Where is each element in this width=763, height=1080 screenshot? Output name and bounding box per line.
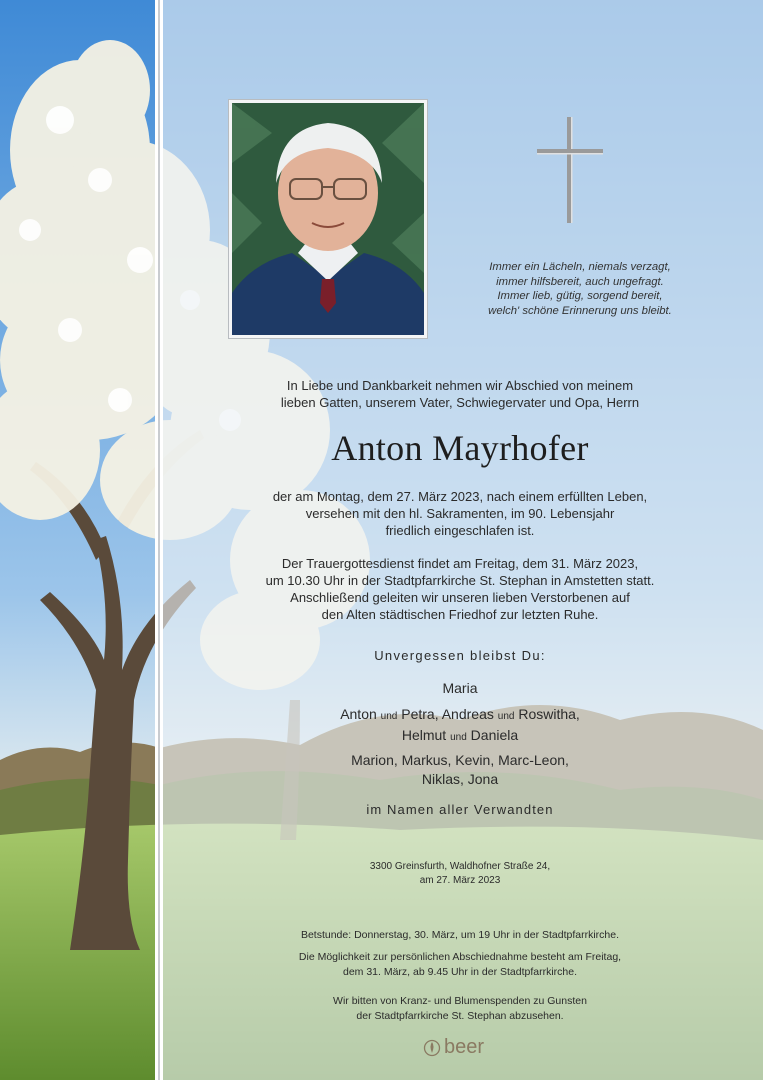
family-spouse: Maria <box>442 680 478 696</box>
logo-text: beer <box>444 1036 485 1058</box>
und-conjunction: und <box>380 711 398 722</box>
address-line: 3300 Greinsfurth, Waldhofner Straße 24, <box>369 861 551 872</box>
deceased-name: Anton Mayrhofer <box>331 428 589 468</box>
children-line-1 <box>225 705 695 726</box>
farewell-line: Die Möglichkeit zur persönlichen Abschiednahme besteht am Freitag, <box>298 951 622 963</box>
grandchildren-line: Niklas, Jona <box>421 771 499 787</box>
child-name: Daniela <box>470 727 519 743</box>
service-info <box>225 555 695 623</box>
donation-line: der Stadtpfarrkirche St. Stephan abzusehen. <box>356 1009 564 1022</box>
children-line-2 <box>225 726 695 747</box>
und-conjunction: und <box>497 711 515 722</box>
poem-line: immer hilfsbereit, auch ungefragt. <box>496 275 664 288</box>
poem-line: Immer lieb, gütig, sorgend bereit, <box>497 290 663 302</box>
child-name: Petra, Andreas <box>401 706 494 722</box>
und-conjunction: und <box>450 732 467 743</box>
farewell-info <box>225 950 695 979</box>
child-name: Anton <box>340 706 377 722</box>
portrait-frame <box>228 99 428 339</box>
donation-note <box>225 994 695 1023</box>
service-line: um 10.30 Uhr in der Stadtpfarrkirche St. Stephan in Amstetten statt. <box>265 573 655 588</box>
relatives-note: im Namen aller Verwandten <box>366 802 554 817</box>
child-name: Roswitha, <box>518 706 580 722</box>
family-children <box>225 705 695 747</box>
cross-icon <box>535 115 605 225</box>
donation-line: Wir bitten von Kranz- und Blumenspenden zu Gunsten <box>333 995 587 1007</box>
unforgotten-heading: Unvergessen bleibst Du: <box>374 648 546 663</box>
service-line: Der Trauergottesdienst findet am Freitag, dem 31. März 2023, <box>281 556 639 571</box>
date-line: am 27. März 2023 <box>419 875 501 886</box>
intro-line: In Liebe und Dankbarkeit nehmen wir Abschied von meinem <box>286 378 634 393</box>
death-notice-line: friedlich eingeschlafen ist. <box>385 523 535 538</box>
poem-line: Immer ein Lächeln, niemals verzagt, <box>489 261 671 273</box>
service-line: Anschließend geleiten wir unseren lieben Verstorbenen auf <box>290 590 630 605</box>
flower-icon <box>423 1039 441 1057</box>
funeral-home-logo <box>423 1036 484 1059</box>
farewell-line: dem 31. März, ab 9.45 Uhr in der Stadtpfarrkirche. <box>342 965 578 978</box>
death-notice <box>225 488 695 539</box>
death-notice-line: versehen mit den hl. Sakramenten, im 90. Lebensjahr <box>305 506 615 521</box>
prayer-hour: Betstunde: Donnerstag, 30. März, um 19 Uhr in der Stadtpfarrkirche. <box>300 929 620 941</box>
child-name: Helmut <box>401 727 447 743</box>
intro-line: lieben Gatten, unserem Vater, Schwiegervater und Opa, Herrn <box>280 395 640 410</box>
poem <box>430 260 730 318</box>
portrait-photo <box>232 103 424 335</box>
death-notice-line: der am Montag, dem 27. März 2023, nach einem erfüllten Leben, <box>272 489 648 504</box>
service-line: den Alten städtischen Friedhof zur letzten Ruhe. <box>321 607 599 622</box>
vertical-divider <box>155 0 163 1080</box>
intro-text <box>225 377 695 411</box>
family-grandchildren <box>225 751 695 789</box>
address-date <box>225 860 695 888</box>
poem-line: welch' schöne Erinnerung uns bleibt. <box>488 304 672 317</box>
grandchildren-line: Marion, Markus, Kevin, Marc-Leon, <box>351 752 569 768</box>
